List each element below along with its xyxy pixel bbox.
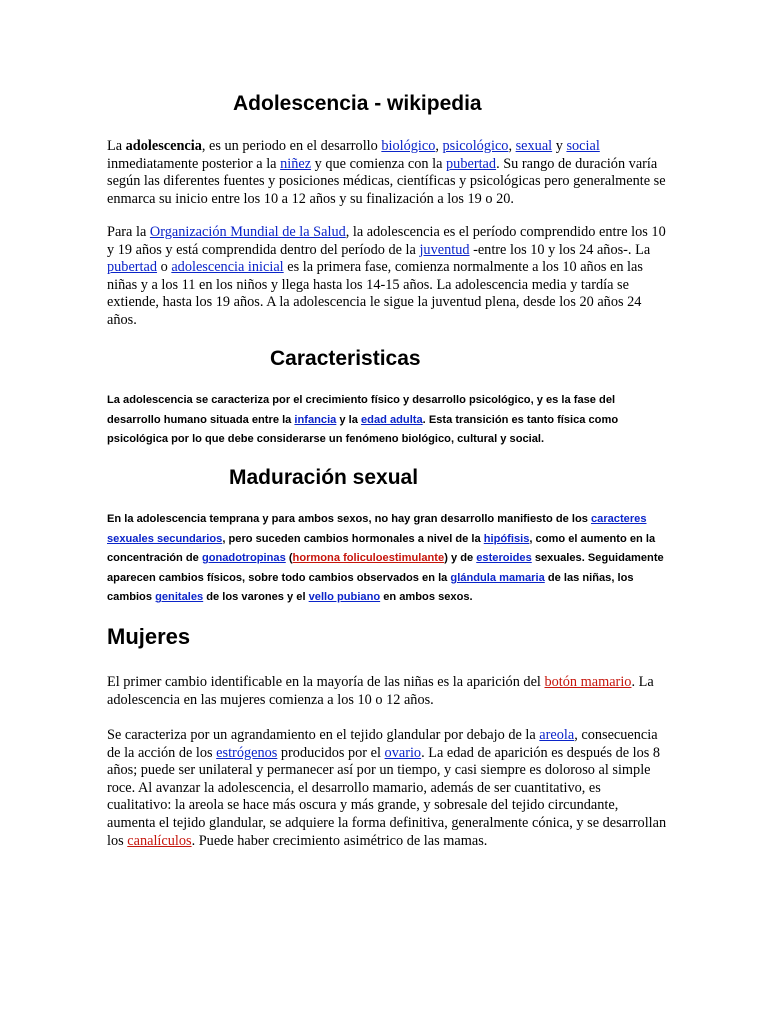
link-vello-pubiano[interactable]: vello pubiano — [308, 591, 381, 604]
text: o — [157, 259, 172, 276]
text: y que comienza con la — [311, 155, 447, 172]
link-sexual[interactable]: sexual — [515, 138, 553, 154]
link-hormona-foliculoestimulante[interactable]: hormona foliculoestimulante — [292, 552, 445, 565]
link-ovario[interactable]: ovario — [384, 744, 422, 761]
text: . La edad de aparición es después de los 8 años; puede ser unilateral y permanecer así por un tiempo, y casi siempre es doloroso al simple roce. Al avanzar la adolescencia, el desarrollo mamario, además de ser cuantitativo, es cualitativo: la areola se hace más oscura y más grande, y sobresale del tejido circundante, aumenta el tejido glandular, se adquiere la forma definitiva, generalmente cónica, y se desarrollan los — [107, 744, 667, 849]
text: Para la — [107, 224, 150, 240]
link-esteroides[interactable]: esteroides — [476, 552, 532, 565]
link-caracteres-sexuales[interactable]: caracteres sexuales secundarios — [107, 513, 647, 545]
bold-term: adolescencia — [125, 138, 202, 154]
heading-caracteristicas: Caracteristicas — [270, 347, 421, 370]
link-canaliculos[interactable]: canalículos — [127, 832, 192, 849]
text: . La adolescencia en las mujeres comienza a los 10 o 12 años. — [107, 674, 654, 708]
link-psicologico[interactable]: psicológico — [442, 138, 509, 154]
text: de las niñas, los cambios — [107, 571, 634, 604]
text: . Esta transición es tanto física como psicológica por lo que debe considerarse un fenómeno biológico, cultural y social. — [107, 413, 619, 446]
oms-paragraph — [107, 224, 667, 330]
link-hipofisis[interactable]: hipófisis — [483, 532, 530, 545]
mujeres-paragraph-1 — [107, 674, 667, 709]
link-genitales[interactable]: genitales — [155, 591, 204, 604]
text: , como el aumento en la concentración de — [107, 532, 656, 565]
text: y la — [336, 413, 362, 426]
text: , consecuencia de la acción de los — [107, 727, 658, 761]
heading-maduracion-sexual: Maduración sexual — [229, 466, 419, 489]
text: . Puede haber crecimiento asimétrico de las mamas. — [191, 832, 488, 849]
link-adolescencia-inicial[interactable]: adolescencia inicial — [171, 259, 284, 276]
link-pubertad[interactable]: pubertad — [446, 155, 497, 172]
text: La adolescencia se caracteriza por el crecimiento físico y desarrollo psicológico, y es la fase del desarrollo humano situada entre la — [107, 394, 616, 426]
text: , es un periodo en el desarrollo — [201, 138, 382, 154]
text: El primer cambio identificable en la mayoría de las niñas es la aparición del — [107, 674, 545, 690]
link-estrogenos[interactable]: estrógenos — [216, 744, 278, 761]
text: La — [107, 138, 126, 154]
text: , — [435, 138, 443, 154]
page-title: Adolescencia - wikipedia — [233, 92, 482, 115]
text: Se caracteriza por un agrandamiento en el tejido glandular por debajo de la — [107, 727, 540, 743]
heading-mujeres: Mujeres — [107, 624, 191, 649]
text: inmediatamente posterior a la — [107, 155, 281, 172]
link-social[interactable]: social — [566, 138, 600, 154]
text: , pero suceden cambios hormonales a nivel de la — [222, 532, 484, 545]
link-pubertad-2[interactable]: pubertad — [107, 259, 158, 276]
text: ) y de — [444, 552, 477, 565]
link-areola[interactable]: areola — [539, 727, 575, 743]
link-infancia[interactable]: infancia — [294, 413, 337, 426]
link-boton-mamario[interactable]: botón mamario — [544, 674, 632, 690]
link-biologico[interactable]: biológico — [381, 138, 436, 154]
caracteristicas-paragraph — [107, 391, 667, 450]
text: . Su rango de duración varía según las diferentes fuentes y posiciones médicas, científicas y psicológicas pero generalmente se enmarca su inicio entre los 10 a 12 años y su finalización a los 19 o 20. — [107, 155, 666, 207]
maduracion-paragraph — [107, 510, 667, 608]
text: ( — [285, 552, 293, 565]
intro-paragraph — [107, 138, 667, 208]
text: producidos por el — [277, 744, 385, 761]
link-juventud[interactable]: juventud — [419, 241, 470, 258]
text: en ambos sexos. — [380, 591, 473, 604]
text: sexuales. Seguidamente aparecen cambios físicos, sobre todo cambios observados en la — [107, 552, 664, 584]
link-ninez[interactable]: niñez — [280, 155, 312, 172]
link-glandula-mamaria[interactable]: glándula mamaria — [450, 571, 545, 584]
link-edad-adulta[interactable]: edad adulta — [361, 413, 423, 426]
text: , la adolescencia es el período comprendido entre los 10 y 19 años y está comprendida dentro del período de la — [107, 224, 666, 258]
mujeres-paragraph-2 — [107, 727, 667, 850]
text: -entre los 10 y los 24 años-. La — [469, 241, 651, 258]
text: es la primera fase, comienza normalmente a los 10 años en las niñas y a los 11 en los niños y llega hasta los 14-15 años. La adolescencia media y tardía se extiende, hasta los 19 años. A la adolescencia le sigue la juventud plena, desde los 20 años 24 años. — [107, 259, 643, 328]
text: , — [508, 138, 516, 154]
text: de los varones y el — [203, 591, 309, 604]
text: En la adolescencia temprana y para ambos sexos, no hay gran desarrollo manifiesto de los — [107, 513, 591, 525]
link-gonadotropinas[interactable]: gonadotropinas — [201, 552, 286, 565]
link-oms[interactable]: Organización Mundial de la Salud — [149, 224, 346, 240]
text: y — [552, 138, 567, 154]
